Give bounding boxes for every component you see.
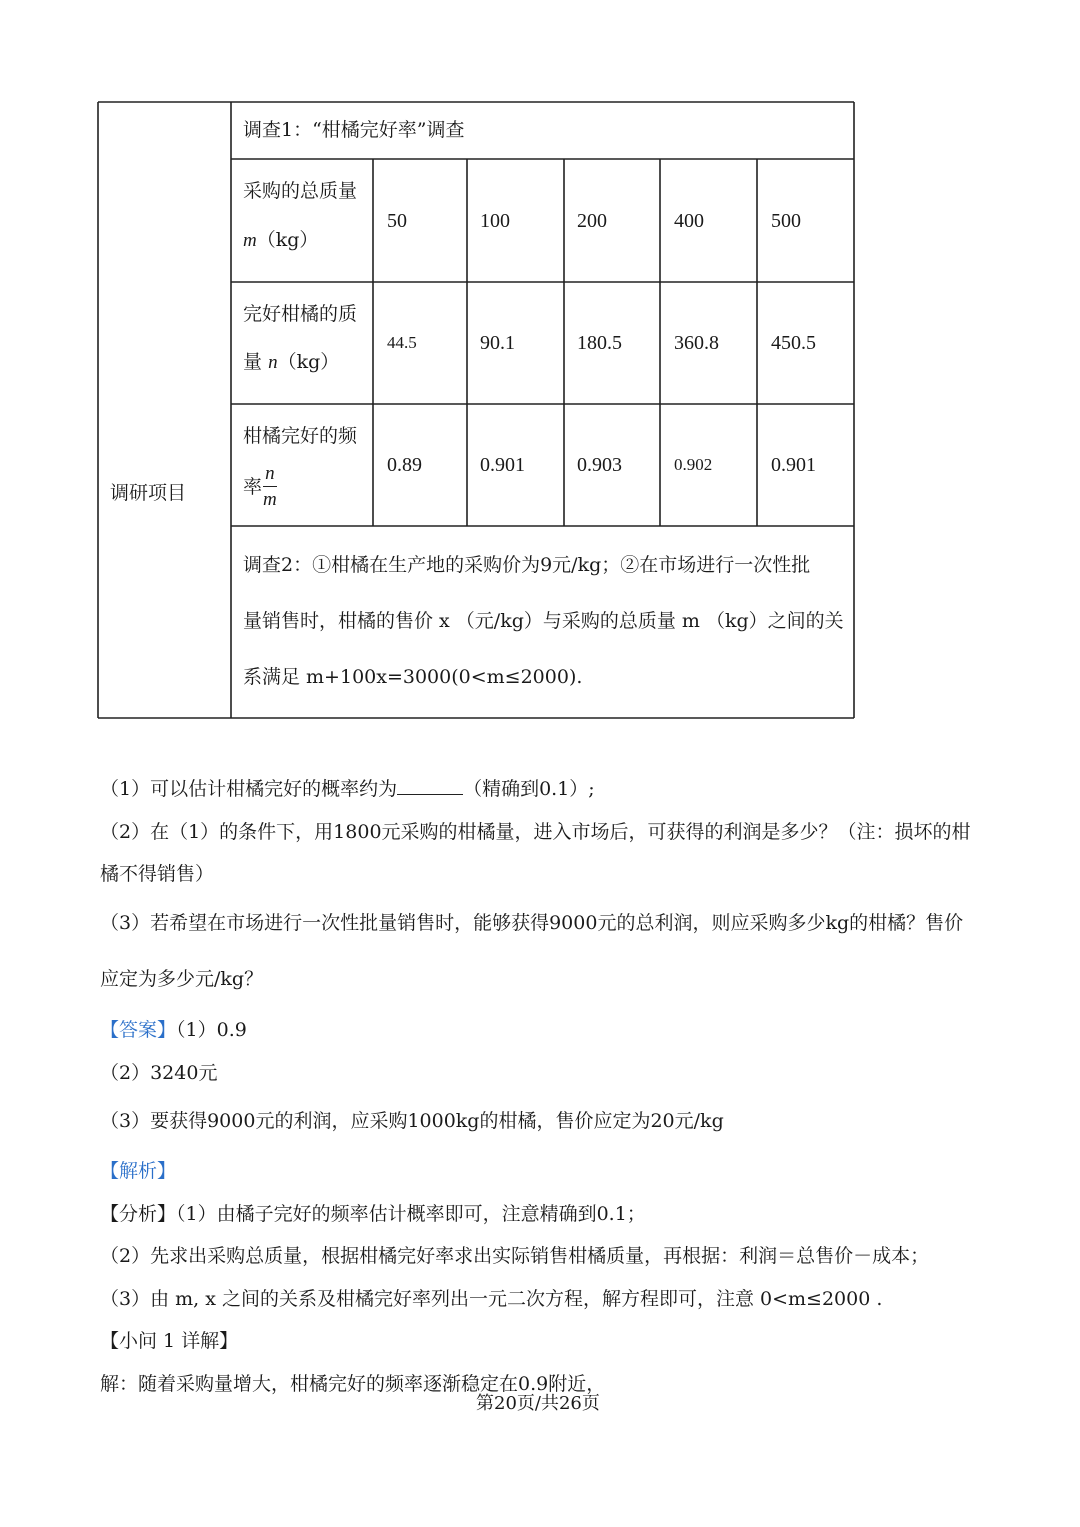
row3-value: 0.89 <box>387 454 422 476</box>
row1-value: 100 <box>480 210 510 232</box>
question-1-tail: （精确到0.1）; <box>463 778 595 800</box>
page-footer: 第20页/共26页 <box>476 1393 600 1414</box>
question-1-text: （1）可以估计柑橘完好的概率约为 <box>100 778 398 800</box>
row2-value: 450.5 <box>771 332 816 354</box>
question-1 <box>100 774 595 801</box>
row1-label-line2 <box>243 231 318 250</box>
row2-label-unit: （kg） <box>277 351 340 373</box>
row3-value: 0.902 <box>674 455 713 474</box>
analysis-line2: （2）先求出采购总质量，根据柑橘完好率求出实际销售柑橘质量，再根据：利润＝总售价－成本； <box>100 1245 930 1267</box>
row2-label-line1: 完好柑橘的质 <box>243 303 358 325</box>
analysis-tag: 【解析】 <box>100 1160 177 1182</box>
survey1-title: 调查1：“柑橘完好率”调查 <box>243 119 465 141</box>
answer-3: （3）要获得9000元的利润，应采购1000kg的柑橘，售价应定为20元/kg <box>100 1110 724 1132</box>
row1-label-unit: （kg） <box>256 229 319 251</box>
row1-label-var: m <box>243 230 257 251</box>
row3-label-line1: 柑橘完好的频 <box>243 425 358 447</box>
subquestion-tag: 【小问 1 详解】 <box>100 1330 239 1352</box>
question-2-line1: （2）在（1）的条件下，用1800元采购的柑橘量，进入市场后，可获得的利润是多少？（注：损坏的柑 <box>100 821 971 843</box>
survey2-line3: 系满足 m+100x=3000(0<m≤2000). <box>243 666 583 688</box>
question-3-line1: （3）若希望在市场进行一次性批量销售时，能够获得9000元的总利润，则应采购多少kg的柑橘？售价 <box>100 912 964 934</box>
row1-value: 50 <box>387 210 407 232</box>
row2-label-pre: 量 <box>243 351 263 373</box>
row2-value: 180.5 <box>577 332 622 354</box>
detail-line: 解：随着采购量增大，柑橘完好的频率逐渐稳定在0.9附近， <box>100 1373 606 1395</box>
analysis-line3: （3）由 m, x 之间的关系及柑橘完好率列出一元二次方程，解方程即可，注意 0<m≤2000 . <box>100 1288 883 1310</box>
row3-label-line2-pre: 率 <box>243 476 263 498</box>
row-header-label: 调研项目 <box>110 482 187 504</box>
row1-label-line1: 采购的总质量 <box>243 180 358 202</box>
row2-value: 90.1 <box>480 332 515 354</box>
row3-value: 0.903 <box>577 454 622 476</box>
answer-line1 <box>100 1015 247 1042</box>
survey2-line1: 调查2：①柑橘在生产地的采购价为9元/kg；②在市场进行一次性批 <box>243 554 811 576</box>
survey2-line2: 量销售时，柑橘的售价 x （元/kg）与采购的总质量 m （kg）之间的关 <box>243 610 844 632</box>
row2-value: 44.5 <box>387 333 417 352</box>
row2-label-line2 <box>243 353 339 372</box>
fraction-denominator: m <box>263 489 277 510</box>
row3-fraction <box>263 463 277 511</box>
answer-blank <box>397 778 463 795</box>
row2-value: 360.8 <box>674 332 719 354</box>
row1-value: 200 <box>577 210 607 232</box>
row1-value: 500 <box>771 210 801 232</box>
row3-value: 0.901 <box>771 454 816 476</box>
answer-2: （2）3240元 <box>100 1062 218 1084</box>
answer-1: （1）0.9 <box>176 1019 247 1041</box>
row1-value: 400 <box>674 210 704 232</box>
row3-value: 0.901 <box>480 454 525 476</box>
question-3-line2: 应定为多少元/kg？ <box>100 968 264 990</box>
row2-label-var: n <box>268 352 278 373</box>
fraction-numerator: n <box>263 463 277 487</box>
analysis-line1: 【分析】（1）由橘子完好的频率估计概率即可，注意精确到0.1； <box>100 1203 646 1225</box>
answer-tag: 【答案】 <box>100 1019 177 1041</box>
question-2-line2: 橘不得销售） <box>100 863 215 885</box>
